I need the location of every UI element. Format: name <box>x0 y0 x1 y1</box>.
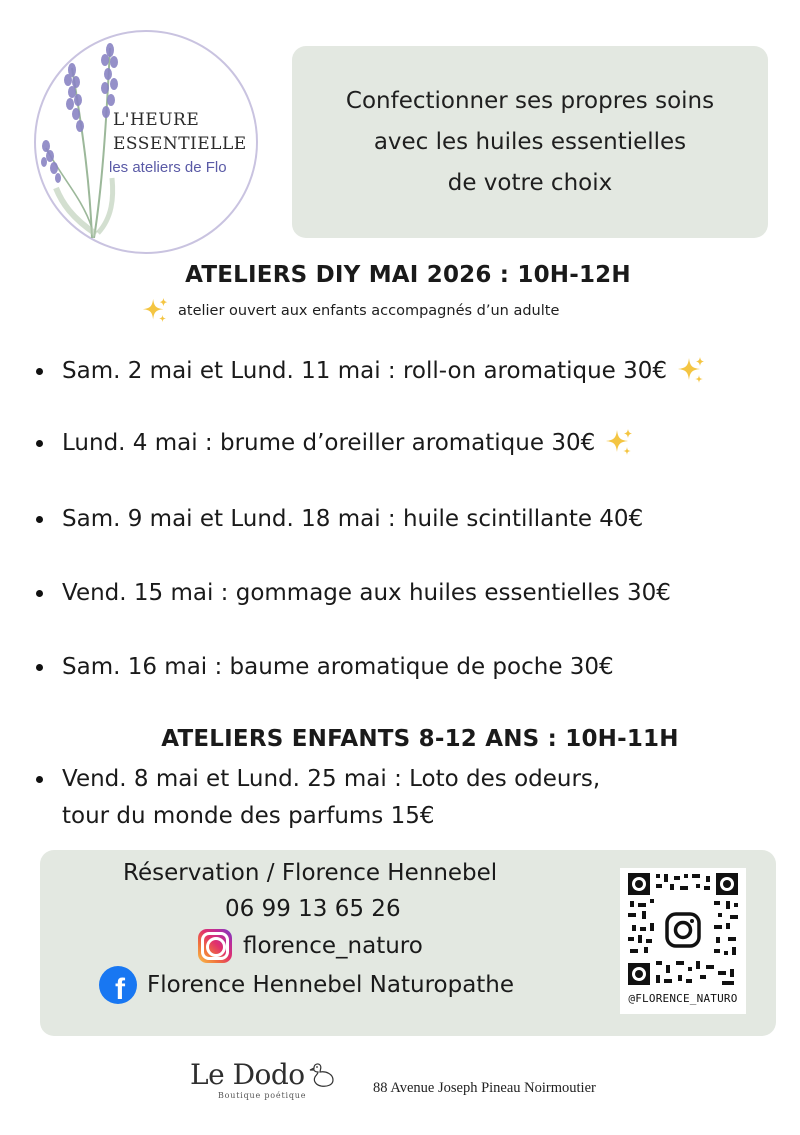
kids-list-item: Vend. 8 mai et Lund. 25 mai : Loto des odeurs, tour du monde des parfums 15€ <box>36 761 600 835</box>
instagram-link[interactable]: florence_naturo <box>198 929 423 963</box>
qr-code[interactable] <box>620 868 746 1014</box>
kids-heading: ATELIERS ENFANTS 8-12 ANS : 10H-11H <box>161 726 679 752</box>
qr-label: @FLORENCE_NATURO <box>628 992 738 1005</box>
intro-line: Confectionner ses propres soins <box>345 87 715 114</box>
shop-name: Le Dodo <box>190 1058 305 1091</box>
shop-logo <box>190 1058 307 1100</box>
shop-address: 88 Avenue Joseph Pineau Noirmoutier <box>373 1080 596 1096</box>
shop-tagline: Boutique poétique <box>218 1091 307 1100</box>
qr-pattern <box>626 871 740 989</box>
bullet <box>36 590 43 597</box>
bullet <box>36 440 43 447</box>
list-item: Vend. 15 mai : gommage aux huiles essentielles 30€ <box>36 575 671 611</box>
reservation-text: Réservation / Florence Hennebel <box>123 860 498 886</box>
logo <box>32 28 260 256</box>
list-item: Sam. 2 mai et Lund. 11 mai : roll-on aromatique 30€ <box>36 353 707 389</box>
list-item: Sam. 16 mai : baume aromatique de poche 30€ <box>36 649 614 685</box>
dodo-bird-icon <box>308 1060 338 1090</box>
bullet <box>36 516 43 523</box>
facebook-icon: f <box>99 966 137 1004</box>
bullet <box>36 368 43 375</box>
bullet <box>36 776 43 783</box>
list-item: Lund. 4 mai : brume d’oreiller aromatique 30€ <box>36 425 635 461</box>
phone-number[interactable]: 06 99 13 65 26 <box>225 896 401 922</box>
logo-title: L'HEURE ESSENTIELLE <box>113 110 247 154</box>
intro-line: de votre choix <box>447 169 613 196</box>
logo-subtitle: les ateliers de Flo <box>109 159 227 176</box>
sparkle-icon <box>675 355 707 387</box>
children-note: atelier ouvert aux enfants accompagnés d’un adulte <box>140 296 559 326</box>
contact-panel <box>40 850 776 1036</box>
facebook-link[interactable]: f Florence Hennebel Naturopathe <box>99 966 514 1004</box>
diy-heading: ATELIERS DIY MAI 2026 : 10H-12H <box>185 262 631 288</box>
bullet <box>36 664 43 671</box>
intro-panel <box>292 46 768 238</box>
sparkle-icon <box>603 427 635 459</box>
intro-line: avec les huiles essentielles <box>373 128 687 155</box>
instagram-icon <box>198 929 232 963</box>
sparkle-icon <box>140 296 170 326</box>
list-item: Sam. 9 mai et Lund. 18 mai : huile scintillante 40€ <box>36 501 643 537</box>
